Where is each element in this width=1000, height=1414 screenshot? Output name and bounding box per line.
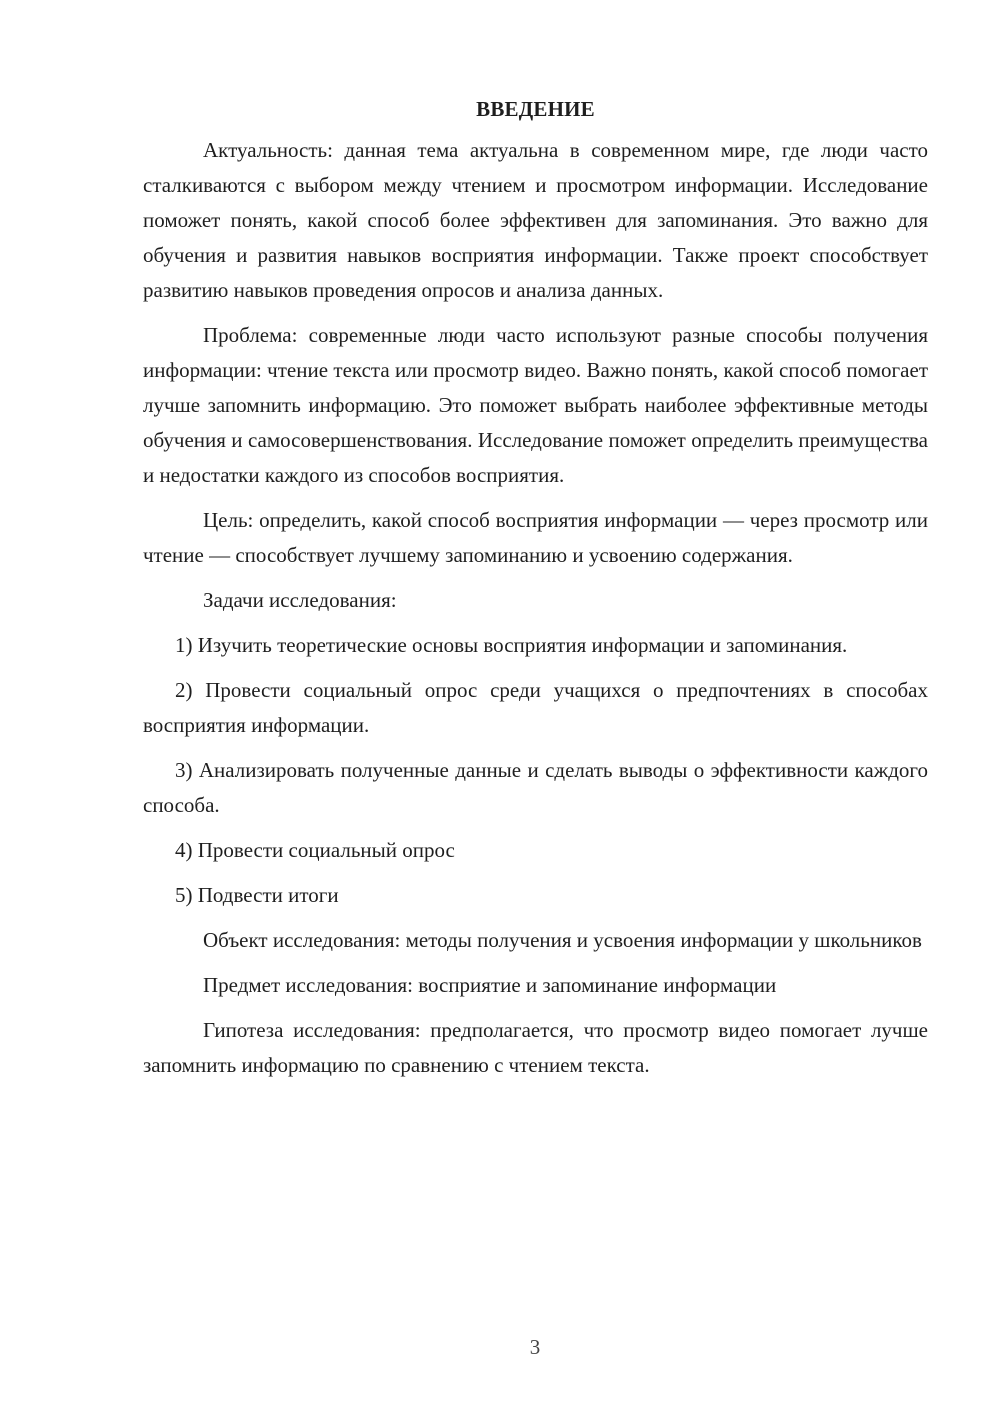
page-content	[143, 92, 928, 1093]
paragraph-goal: Цель: определить, какой способ восприятия информации — через просмотр или чтение — способствует лучшему запоминанию и усвоению содержания.	[143, 508, 928, 567]
paragraph-relevance: Актуальность: данная тема актуальна в современном мире, где люди часто сталкиваются с выбором между чтением и просмотром информации. Исследование поможет понять, какой способ более эффективен для запоминания. Это важно для обучения и развития навыков восприятия информации. Также проект способствует развитию навыков проведения опросов и анализа данных.	[143, 138, 928, 302]
paragraph-subject: Предмет исследования: восприятие и запоминание информации	[203, 973, 777, 997]
list-item: 4) Провести социальный опрос	[175, 838, 455, 862]
paragraph-object: Объект исследования: методы получения и усвоения информации у школьников	[203, 928, 922, 952]
list-item: 5) Подвести итоги	[175, 883, 339, 907]
paragraph-problem: Проблема: современные люди часто используют разные способы получения информации: чтение текста или просмотр видео. Важно понять, какой способ помогает лучше запомнить информацию. Это поможет выбрать наиболее эффективные методы обучения и самосовершенствования. Исследование поможет определить преимущества и недостатки каждого из способов восприятия.	[143, 323, 928, 487]
list-item: 1) Изучить теоретические основы восприятия информации и запоминания.	[175, 633, 848, 657]
section-heading: ВВЕДЕНИЕ	[476, 97, 595, 121]
list-item: 3) Анализировать полученные данные и сделать выводы о эффективности каждого способа.	[143, 758, 928, 817]
tasks-list	[143, 628, 928, 913]
tasks-heading: Задачи исследования:	[203, 588, 397, 612]
page-number: 3	[529, 1335, 541, 1359]
paragraph-hypothesis: Гипотеза исследования: предполагается, что просмотр видео помогает лучше запомнить информацию по сравнению с чтением текста.	[143, 1018, 928, 1077]
list-item: 2) Провести социальный опрос среди учащихся о предпочтениях в способах восприятия информации.	[143, 678, 928, 737]
